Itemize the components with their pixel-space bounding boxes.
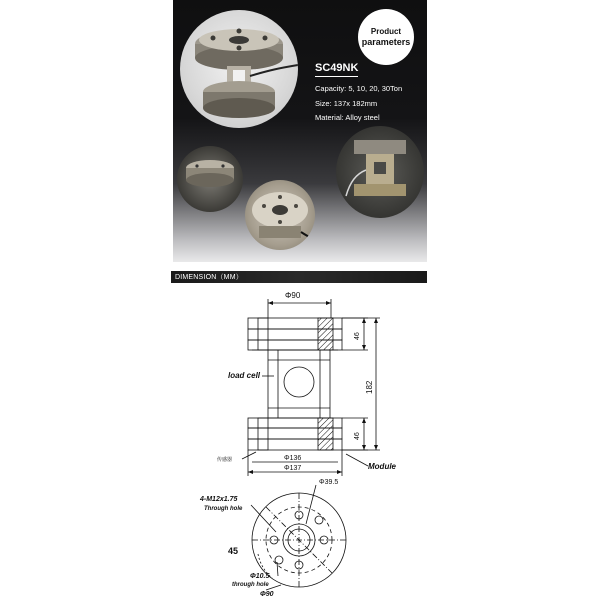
dim-top-phi90: Φ90 [285,291,301,300]
badge-line-1: Product [370,27,402,36]
label-hole-sub: through hole [232,582,269,588]
label-thread: 4-M12x1.75 [200,496,238,503]
dim-height-total: 182 [365,380,374,394]
spec-material: Material: Alloy steel [315,113,380,122]
label-module: Module [368,462,396,471]
badge-line-2: parameters [361,37,411,47]
label-load-cell: load cell [228,371,261,380]
dim-phi39-5: Φ39.5 [319,479,339,486]
label-thread-sub: Through hole [204,506,243,512]
dim-bottom-phi90: Φ90 [260,591,274,598]
dimension-header-label: DIMENSION（MM） [175,274,243,281]
dim-phi136: Φ136 [284,455,302,462]
label-angle: 45 [228,546,239,556]
dim-phi137: Φ137 [284,465,302,472]
spec-capacity: Capacity: 5, 10, 20, 30Ton [315,84,403,93]
spec-size: Size: 137x 182mm [315,99,378,108]
dim-phi10-5: Φ10.5 [250,573,270,580]
product-model: SC49NK [315,62,358,77]
dim-height-bottom: 46 [354,432,361,440]
label-small-note: 传感器 [217,457,233,463]
dim-height-top: 46 [354,332,361,340]
